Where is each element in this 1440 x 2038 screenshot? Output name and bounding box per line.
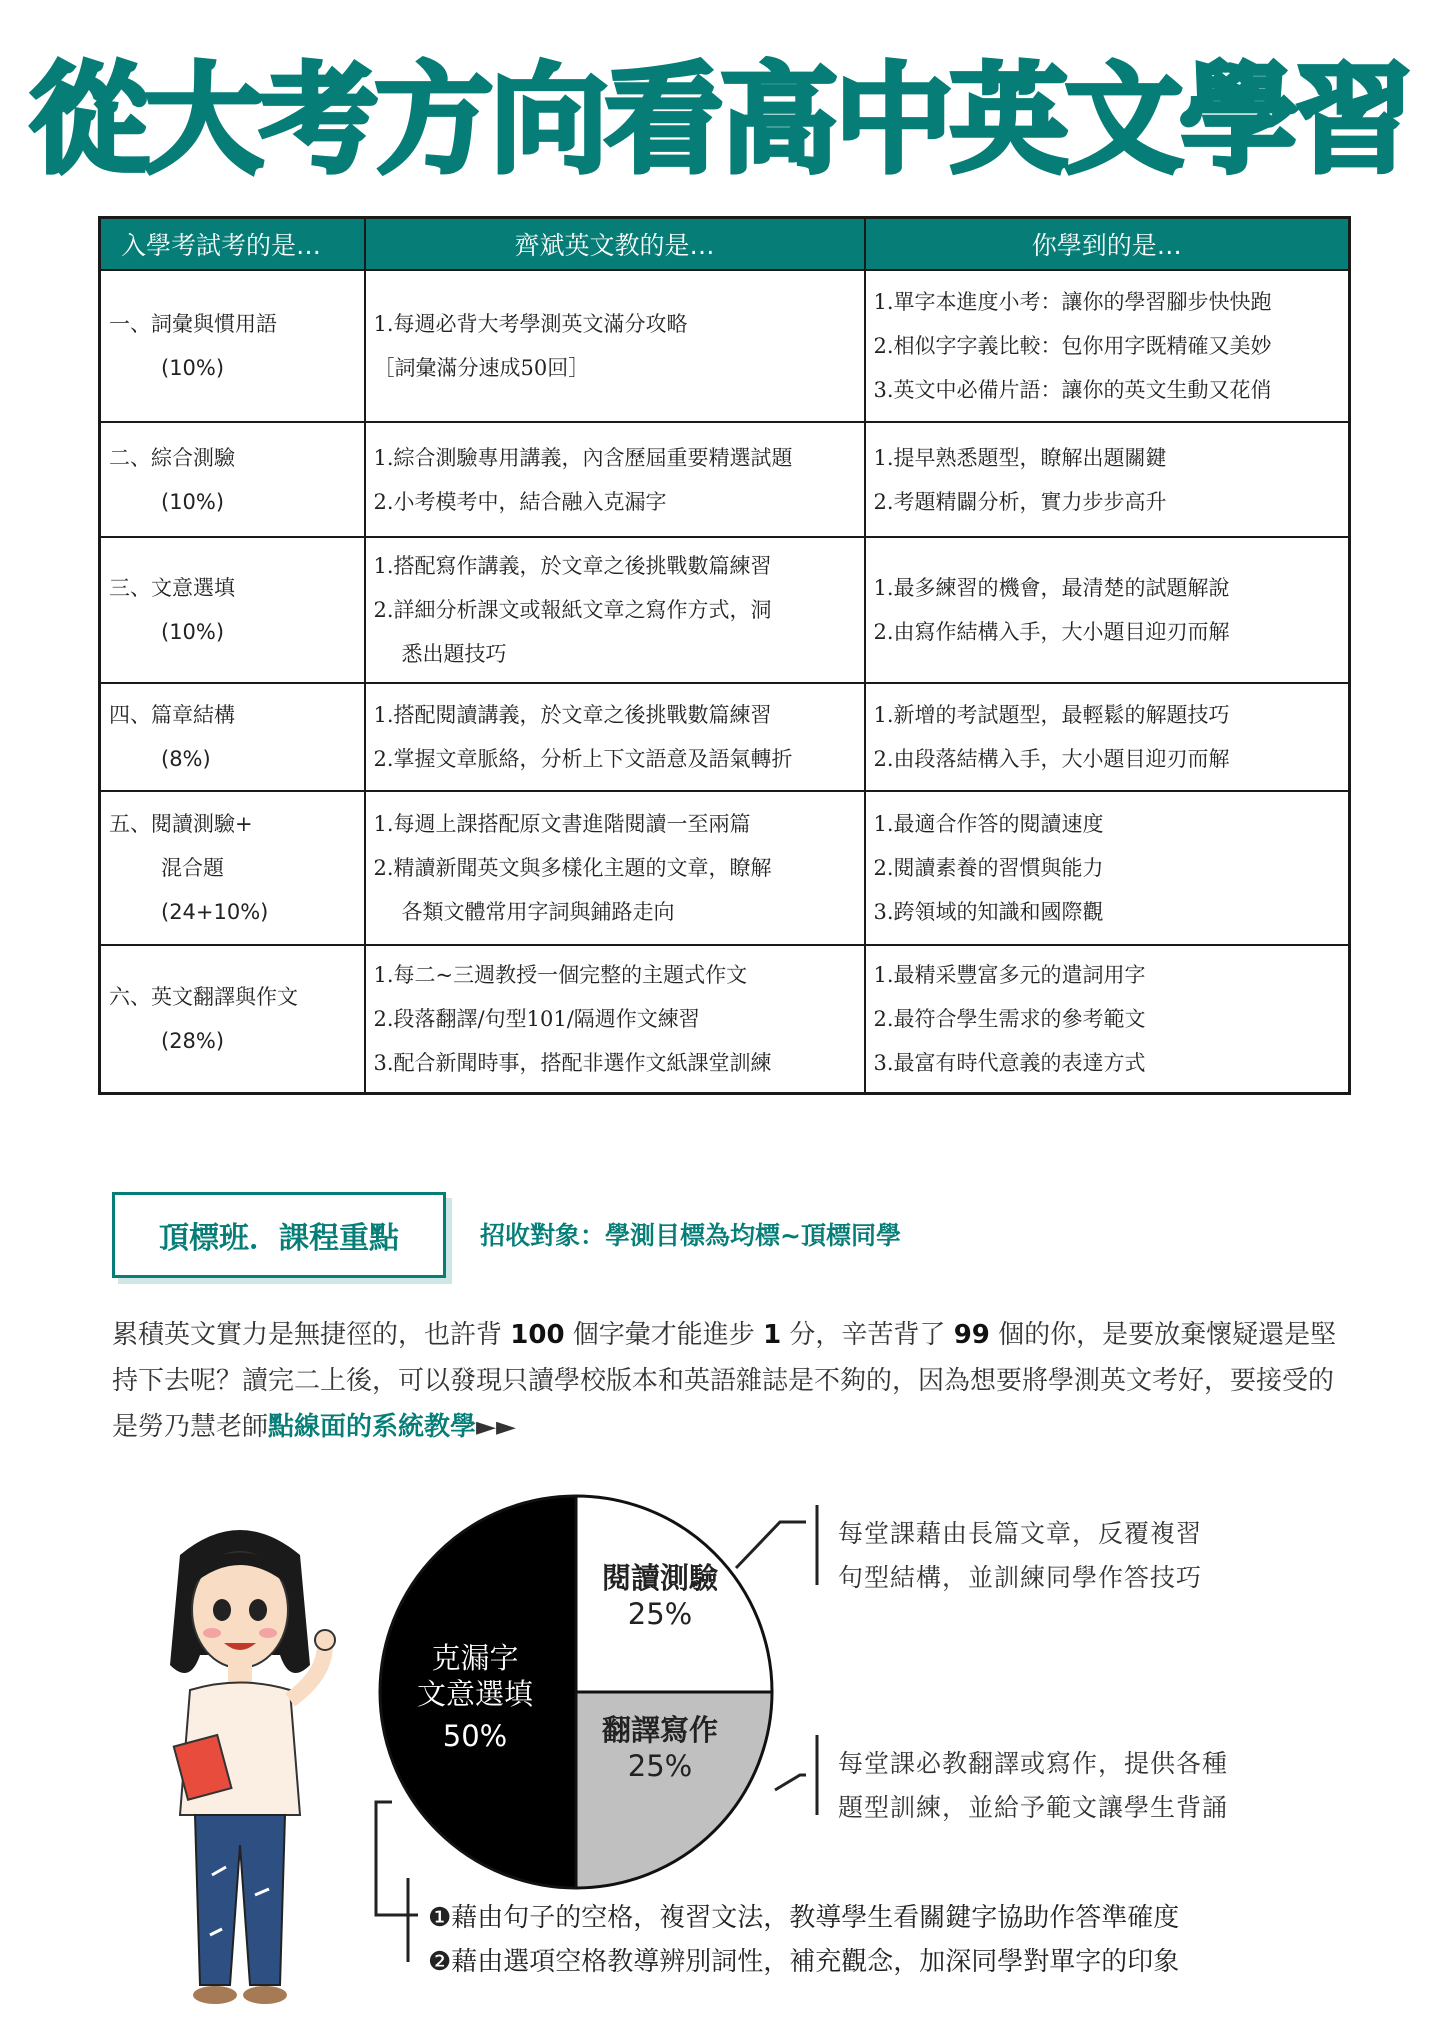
para-number: 100 bbox=[510, 1320, 565, 1350]
note-reading bbox=[838, 1512, 1202, 1600]
learn-item: 2.由段落結構入手，大小題目迎刃而解 bbox=[873, 747, 1230, 771]
teach-cell bbox=[365, 537, 865, 683]
category-cell bbox=[100, 945, 365, 1093]
category-cell bbox=[100, 683, 365, 791]
learn-cell bbox=[865, 270, 1350, 422]
table-row bbox=[100, 422, 1350, 537]
teach-cell bbox=[365, 683, 865, 791]
note-line: 每堂課藉由長篇文章，反覆複習 bbox=[838, 1519, 1203, 1548]
teach-item: 2.詳細分析課文或報紙文章之寫作方式，洞 bbox=[373, 598, 772, 622]
learn-item: 1.提早熟悉題型，瞭解出題關鍵 bbox=[873, 445, 1167, 470]
para-text: 累積英文實力是無捷徑的，也許背 bbox=[112, 1320, 511, 1350]
section-heading-box bbox=[112, 1192, 446, 1278]
note-line: ❶藉由句子的空格，複習文法，教導學生看關鍵字協助作答準確度 bbox=[428, 1903, 1180, 1933]
category-label: 一、詞彙與慣用語 bbox=[109, 312, 277, 336]
category-percent: (10%) bbox=[161, 356, 225, 380]
category-percent: (28%) bbox=[161, 1028, 225, 1053]
para-number: 1 bbox=[763, 1320, 782, 1350]
teach-cell bbox=[365, 422, 865, 537]
slice-value: 50% bbox=[442, 1719, 508, 1753]
slice-label: 閱讀測驗 bbox=[601, 1561, 718, 1595]
category-percent: (10%) bbox=[161, 620, 225, 644]
enrollment-target: 招收對象：學測目標為均標~頂標同學 bbox=[480, 1221, 901, 1250]
learn-cell bbox=[865, 422, 1350, 537]
learn-cell bbox=[865, 945, 1350, 1093]
category-cell bbox=[100, 537, 365, 683]
slice-label: 克漏字 bbox=[431, 1641, 519, 1675]
category-cell bbox=[100, 791, 365, 945]
table-row bbox=[100, 537, 1350, 683]
note-writing bbox=[838, 1742, 1228, 1830]
table-row bbox=[100, 945, 1350, 1093]
learn-cell bbox=[865, 683, 1350, 791]
teach-cell bbox=[365, 945, 865, 1093]
note-line: 題型訓練，並給予範文讓學生背誦 bbox=[838, 1793, 1229, 1822]
para-highlight: 點線面的系統教學 bbox=[268, 1412, 477, 1442]
learn-item: 2.最符合學生需求的參考範文 bbox=[873, 1006, 1146, 1031]
teach-cell bbox=[365, 791, 865, 945]
section-heading: 頂標班．課程重點 bbox=[159, 1221, 399, 1256]
pie-label-writing bbox=[585, 1712, 735, 1784]
slice-label: 翻譯寫作 bbox=[601, 1713, 718, 1747]
teach-item: 1.搭配閱讀講義，於文章之後挑戰數篇練習 bbox=[373, 703, 772, 727]
category-label: 五、閱讀測驗+ bbox=[109, 812, 253, 836]
teach-item: 1.綜合測驗專用講義，內含歷屆重要精選試題 bbox=[373, 445, 793, 470]
learn-item: 1.最精采豐富多元的遣詞用字 bbox=[873, 962, 1146, 987]
para-text: 個字彙才能進步 bbox=[564, 1320, 764, 1350]
category-label: 四、篇章結構 bbox=[109, 703, 235, 727]
header-learn: 你學到的是… bbox=[865, 218, 1350, 271]
para-arrows: ►► bbox=[476, 1412, 517, 1442]
teacher-illustration bbox=[140, 1515, 340, 2015]
teach-item: 1.每週上課搭配原文書進階閱讀一至兩篇 bbox=[373, 812, 751, 836]
learn-cell bbox=[865, 791, 1350, 945]
learn-item: 2.由寫作結構入手，大小題目迎刃而解 bbox=[873, 620, 1230, 644]
table-row bbox=[100, 683, 1350, 791]
note-line: 每堂課必教翻譯或寫作，提供各種 bbox=[838, 1749, 1229, 1778]
category-label: 二、綜合測驗 bbox=[109, 445, 235, 470]
teach-item: ［詞彙滿分速成50回］ bbox=[373, 356, 590, 380]
teach-item: 1.搭配寫作講義，於文章之後挑戰數篇練習 bbox=[373, 554, 772, 578]
teach-item: 悉出題技巧 bbox=[401, 642, 507, 666]
category-cell bbox=[100, 422, 365, 537]
learn-item: 3.英文中必備片語：讓你的英文生動又花俏 bbox=[873, 378, 1272, 402]
intro-paragraph bbox=[112, 1312, 1342, 1450]
teach-item: 2.段落翻譯/句型101/隔週作文練習 bbox=[373, 1006, 700, 1031]
table-header-row bbox=[100, 218, 1350, 271]
pie-label-cloze bbox=[385, 1640, 565, 1754]
category-percent: (24+10%) bbox=[161, 900, 269, 924]
para-text: 分，辛苦背了 bbox=[781, 1320, 954, 1350]
learn-item: 2.考題精闢分析，實力步步高升 bbox=[873, 489, 1167, 514]
category-label: 六、英文翻譯與作文 bbox=[109, 984, 298, 1009]
note-line: 句型結構，並訓練同學作答技巧 bbox=[838, 1563, 1203, 1592]
teach-item: 1.每週必背大考學測英文滿分攻略 bbox=[373, 312, 688, 336]
teach-item: 2.掌握文章脈絡，分析上下文語意及語氣轉折 bbox=[373, 747, 793, 771]
teach-item: 各類文體常用字詞與鋪路走向 bbox=[401, 900, 675, 924]
learn-item: 2.閱讀素養的習慣與能力 bbox=[873, 856, 1104, 880]
learn-item: 1.新增的考試題型，最輕鬆的解題技巧 bbox=[873, 703, 1230, 727]
learn-item: 3.跨領域的知識和國際觀 bbox=[873, 900, 1104, 924]
learn-item: 1.最多練習的機會，最清楚的試題解說 bbox=[873, 576, 1230, 600]
header-teach: 齊斌英文教的是… bbox=[365, 218, 865, 271]
para-text: 個的你，是要放棄懷疑還是堅持下去呢？讀完二上後，可以發現只讀學校版本和英語雜誌是不夠的，因為想要將學測英文考好，要接受的是勞乃慧老師 bbox=[112, 1320, 1337, 1442]
teach-cell bbox=[365, 270, 865, 422]
table-row bbox=[100, 270, 1350, 422]
category-percent: (10%) bbox=[161, 489, 225, 514]
teach-item: 2.小考模考中，結合融入克漏字 bbox=[373, 489, 667, 514]
slice-value: 25% bbox=[627, 1597, 693, 1631]
pie-label-reading bbox=[585, 1560, 735, 1632]
note-line: ❷藉由選項空格教導辨別詞性，補充觀念，加深同學對單字的印象 bbox=[428, 1947, 1180, 1977]
table-row bbox=[100, 791, 1350, 945]
exam-table bbox=[98, 216, 1351, 1095]
teach-item: 2.精讀新聞英文與多樣化主題的文章，瞭解 bbox=[373, 856, 772, 880]
learn-item: 1.單字本進度小考：讓你的學習腳步快快跑 bbox=[873, 290, 1272, 314]
page-title: 從大考方向看高中英文學習 bbox=[29, 51, 1410, 189]
category-percent: (8%) bbox=[161, 747, 211, 771]
category-label: 三、文意選填 bbox=[109, 576, 235, 600]
learn-item: 1.最適合作答的閱讀速度 bbox=[873, 812, 1104, 836]
learn-item: 2.相似字字義比較：包你用字既精確又美妙 bbox=[873, 334, 1272, 358]
slice-value: 25% bbox=[627, 1749, 693, 1783]
learn-cell bbox=[865, 537, 1350, 683]
note-cloze bbox=[428, 1896, 1179, 1984]
category-cell bbox=[100, 270, 365, 422]
teach-item: 3.配合新聞時事，搭配非選作文紙課堂訓練 bbox=[373, 1050, 772, 1075]
para-number: 99 bbox=[953, 1320, 990, 1350]
header-exam: 入學考試考的是… bbox=[100, 218, 365, 271]
learn-item: 3.最富有時代意義的表達方式 bbox=[873, 1050, 1146, 1075]
slice-label-2: 文意選填 bbox=[416, 1677, 533, 1711]
category-label-cont: 混合題 bbox=[161, 856, 224, 880]
teach-item: 1.每二~三週教授一個完整的主題式作文 bbox=[373, 962, 748, 987]
